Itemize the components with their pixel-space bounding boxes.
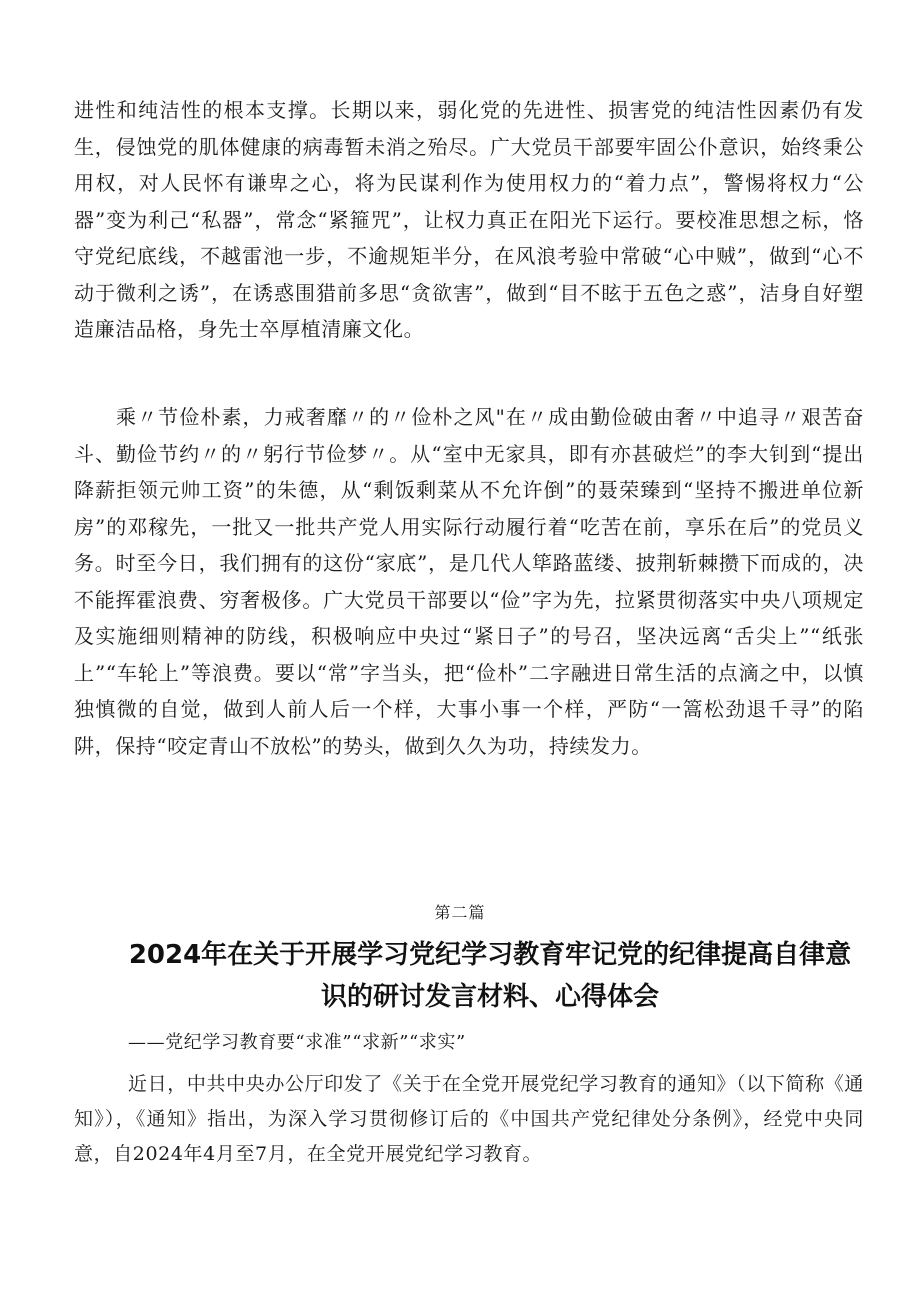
- section-subtitle: ——党纪学习教育要“求准”“求新”“求实”: [128, 1032, 466, 1053]
- body-paragraph-1: 进性和纯洁性的根本支撑。长期以来，弱化党的先进性、损害党的纯洁性因素仍有发生，侵蚀党的肌体健康的病毒暂未消之殆尽。广大党员干部要牢固公仆意识，始终秉公用权，对人民怀有谦卑之心，将为民谋利作为使用权力的“着力点”，警惕将权力“公器”变为利己“私器”，常念“紧箍咒”，让权力真正在阳光下运行。要校准思想之标，恪守党纪底线，不越雷池一步，不逾规矩半分，在风浪考验中常破“心中贼”，做到“心不动于微利之诱”，在诱惑围猎前多思“贪欲害”，做到“目不眩于五色之惑”，洁身自好塑造廉洁品格，身先士卒厚植清廉文化。: [74, 98, 864, 341]
- body-paragraph-2: 乘〃节俭朴素，力戒奢靡〃的〃俭朴之风"在〃成由勤俭破由奢〃中追寻〃艰苦奋斗、勤俭节约〃的〃躬行节俭梦〃。从“室中无家具，即有亦甚破烂”的李大钊到“提出降薪拒领元帅工资”的朱德，从“剩饭剩菜从不允许倒”的聂荣臻到“坚持不搬进单位新房”的邓稼先，一批又一批共产党人用实际行动履行着“吃苦在前，享乐在后”的党员义务。时至今日，我们拥有的这份“家底”，是几代人筚路蓝缕、披荆斩棘攒下而成的，决不能挥霍浪费、穷奢极侈。广大党员干部要以“俭”字为先，拉紧贯彻落实中央八项规定及实施细则精神的防线，积极响应中央过“紧日子”的号召，坚决远离“舌尖上”“纸张上”“车轮上”等浪费。要以“常”字当头，把“俭朴”二字融进日常生活的点滴之中，以慎独慎微的自觉，做到人前人后一个样，大事小事一个样，严防“一篙松劲退千寻”的陷阱，保持“咬定青山不放松”的势头，做到久久为功，持续发力。: [74, 405, 864, 758]
- section-paragraph: 近日，中共中央办公厅印发了《关于在全党开展党纪学习教育的通知》（以下简称《通知》），《通知》指出，为深入学习贯彻修订后的《中国共产党纪律处分条例》，经党中央同意，自2024年4月至7月，在全党开展党纪学习教育。: [74, 1073, 864, 1165]
- section-title: 2024年在关于开展学习党纪学习教育牢记党的纪律提高自律意识的研讨发言材料、心得体会: [128, 940, 852, 1012]
- section-label: 第二篇: [434, 903, 486, 922]
